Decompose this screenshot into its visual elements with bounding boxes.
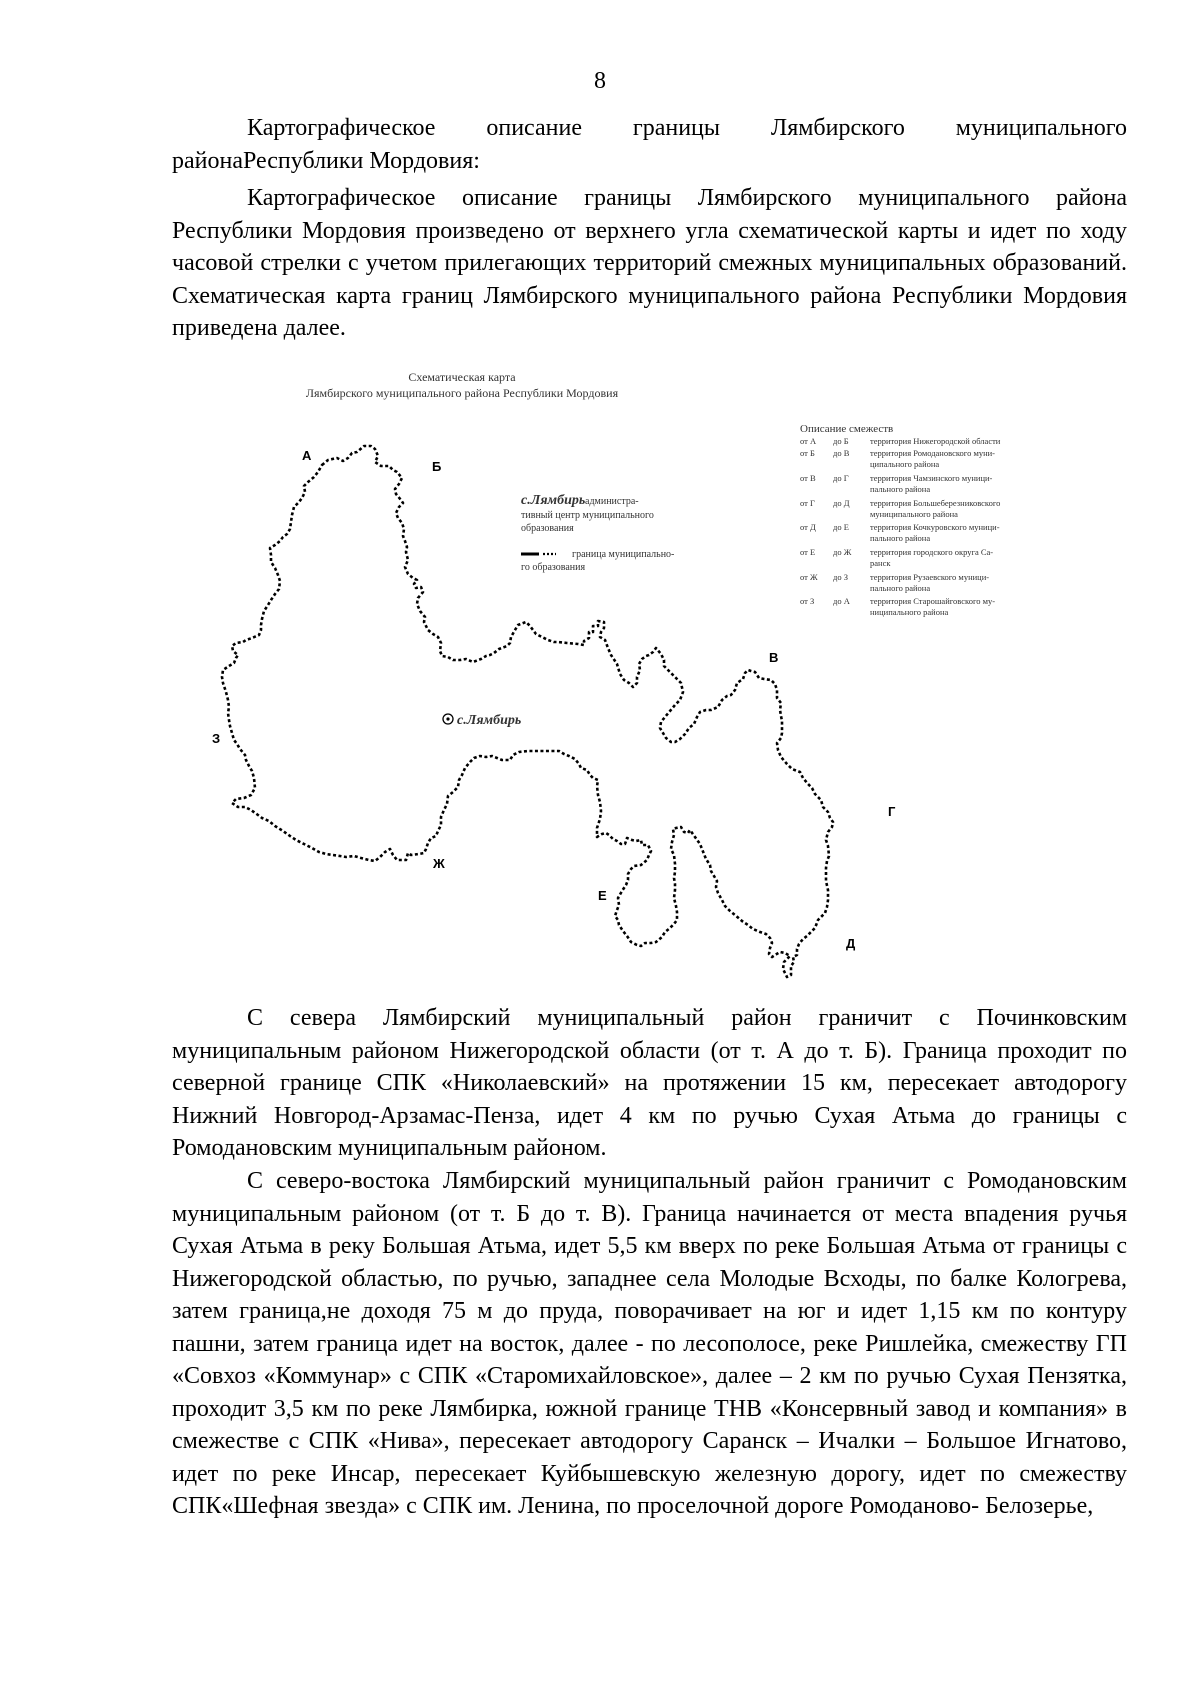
adjacency-desc: ранск (870, 558, 891, 568)
adjacency-list (800, 436, 1001, 617)
legend-center-desc2: тивный центр муниципального (521, 510, 654, 521)
adjacency-from: от Б (800, 448, 815, 458)
schematic-map (0, 355, 1200, 995)
intro-paragraph: Картографическое описание границы Лямбирского муниципального района Республики Мордовия произведено от верхнего угла схематической карты и идет по ходу часовой стрелки с учетом прилегающих территорий смежных муниципальных образований. Схематическая карта границ Лямбирского муниципального района Республики Мордовия приведена далее. (172, 185, 1127, 341)
adjacency-desc: территория Рузаевского муници- (870, 572, 990, 582)
adjacency-desc: территория городского округа Са- (870, 547, 994, 557)
point-label-a: А (302, 448, 312, 463)
page-number: 8 (594, 68, 606, 94)
map-title-line2: Лямбирского муниципального района Республики Мордовия (305, 386, 619, 400)
adjacency-from: от Ж (800, 572, 818, 582)
point-label-e: Е (598, 888, 607, 903)
adjacency-to: до Г (833, 473, 849, 483)
adjacency-desc: пального района (870, 484, 931, 494)
point-label-z: З (212, 731, 221, 746)
adjacency-from: от В (800, 473, 816, 483)
adjacency-from: от А (800, 436, 817, 446)
adjacency-desc: территория Старошайговского му- (870, 596, 996, 606)
legend-center-name: с.Лямбирь (521, 493, 586, 508)
point-label-g: Г (888, 804, 896, 819)
adjacency-from: от Е (800, 547, 816, 557)
adjacency-to: до Д (833, 498, 850, 508)
adjacency-to: до В (833, 448, 850, 458)
adjacency-from: от З (800, 596, 815, 606)
adjacency-to: до Е (833, 522, 849, 532)
adjacency-desc: ципального района (870, 459, 940, 469)
map-title-line1: Схематическая карта (408, 370, 516, 384)
point-label-zh: Ж (433, 856, 445, 871)
point-label-b: Б (432, 459, 442, 474)
adjacency-desc: пального района (870, 533, 931, 543)
adjacency-desc: территория Нижегородской области (870, 436, 1001, 446)
adjacency-desc: муниципального района (870, 509, 958, 519)
adjacency-to: до З (833, 572, 848, 582)
adjacency-to: до Ж (833, 547, 852, 557)
adjacency-desc: ниципального района (870, 607, 949, 617)
legend-center-desc1: администра- (585, 496, 639, 507)
body-paragraph: С севера Лямбирский муниципальный район граничит с Починковским муниципальным районом Нижегородской области (от т. А до т. Б). Граница проходит по северной границе СПК «Николаевский» на протяжении 15 км, пересекает автодорогу Нижний Новгород-Арзамас-Пенза, идет 4 км по ручью Сухая Атьма до границы с Ромодановским муниципальным районом. (172, 1005, 1127, 1161)
point-label-d: Д (846, 936, 856, 951)
center-marker-dot (446, 717, 449, 720)
legend-center-desc3: образования (521, 523, 574, 534)
adjacency-title: Описание смежеств (800, 423, 894, 435)
legend-border-desc2: го образования (521, 562, 586, 573)
heading: Картографическое описание границы Лямбирского муниципального районаРеспублики Мордовия: (172, 115, 1127, 174)
adjacency-from: от Д (800, 522, 816, 532)
center-label: с.Лямбирь (457, 713, 522, 728)
adjacency-desc: пального района (870, 583, 931, 593)
point-label-v: В (769, 650, 779, 665)
adjacency-desc: территория Ромодановского муни- (870, 448, 995, 458)
adjacency-desc: территория Кочкуровского муници- (870, 522, 1000, 532)
adjacency-to: до Б (833, 436, 849, 446)
adjacency-desc: территория Большеберезниковского (870, 498, 1001, 508)
body-paragraph: С северо-востока Лямбирский муниципальный район граничит с Ромодановским муниципальным районом (от т. Б до т. В). Граница начинается от места впадения ручья Сухая Атьма в реку Большая Атьма, идет 5,5 км вверх по реке Большая Атьма от границы с Нижегородской областью, по ручью, западнее села Молодые Всходы, по балке Кологрева, затем граница,не доходя 75 м до пруда, поворачивает на юг и идет 1,15 км по контуру пашни, затем граница идет на восток, далее - по лесополосе, реке Ришлейка, смежеству ГП «Совхоз «Коммунар» с СПК «Старомихайловское», далее – 2 км по ручью Сухая Пензятка, проходит 3,5 км по реке Лямбирка, южной границе ТНВ «Консервный завод и компания» в смежестве с СПК «Нива», пересекает автодорогу Саранск – Ичалки – Большое Игнатово, идет по реке Инсар, пересекает Куйбышевскую железную дорогу, идет по смежеству СПК«Шефная звезда» с СПК им. Ленина, по проселочной дороге Ромоданово- Белозерье, (172, 1168, 1127, 1519)
adjacency-desc: территория Чамзинского муници- (870, 473, 993, 483)
legend-border-desc1: граница муниципально- (572, 549, 675, 560)
adjacency-from: от Г (800, 498, 815, 508)
adjacency-to: до А (833, 596, 850, 606)
